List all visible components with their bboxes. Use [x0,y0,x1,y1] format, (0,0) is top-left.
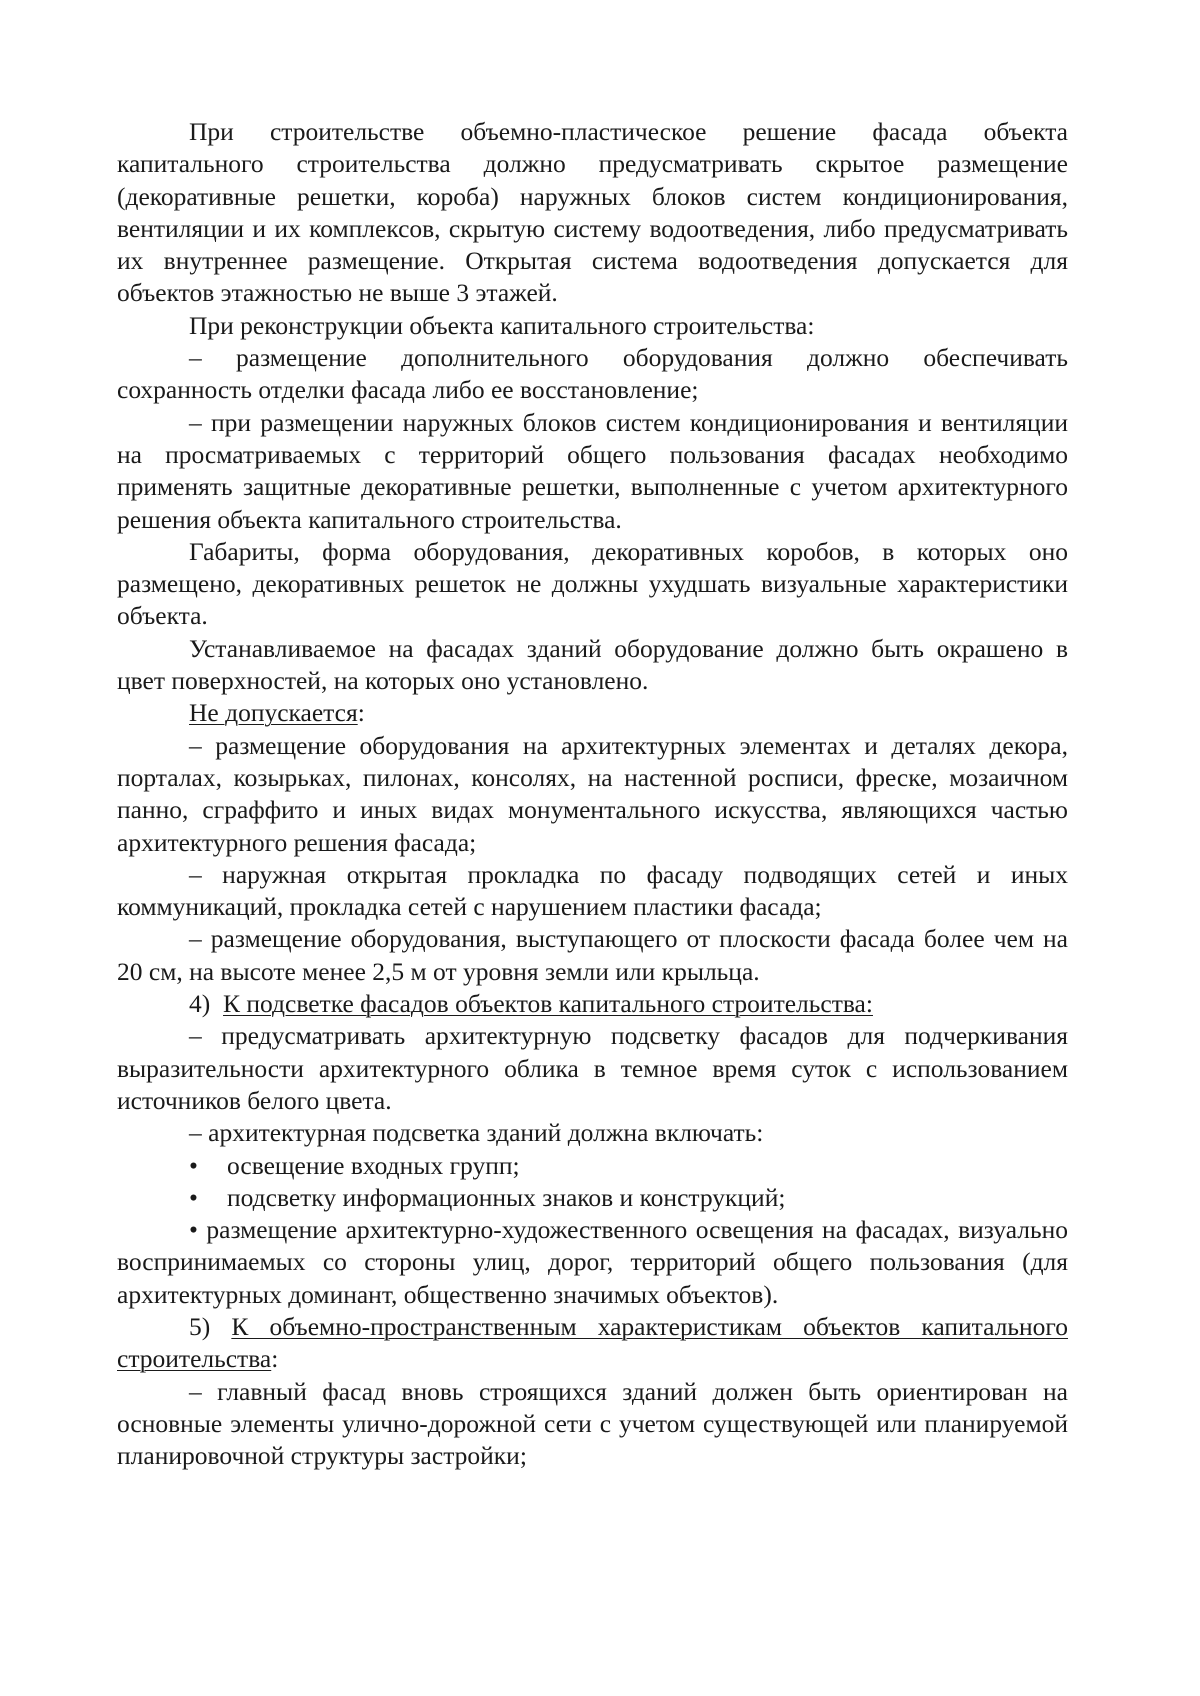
paragraph-equipment-color: Устанавливаемое на фасадах зданий оборудование должно быть окрашено в цвет поверхностей, на которых оно установлено. [117,633,1068,696]
paragraph-outdoor-units: – при размещении наружных блоков систем кондиционирования и вентиляции на просматриваемых с территорий общего пользования фасадах необходимо применять защитные декоративные решетки, выполненные с учетом архитектурного решения объекта капитального строительства. [117,407,1068,534]
paragraph-dimensions: Габариты, форма оборудования, декоративных коробов, в которых оно размещено, декоративных решеток не должны ухудшать визуальные характеристики объекта. [117,536,1068,631]
heading-colon: : [357,698,365,728]
not-allowed-heading: Не допускается [189,698,358,728]
heading-colon: : [271,1344,279,1374]
list-item-text: размещение архитектурно-художественного освещения на фасадах, визуально воспринимаемых со стороны улиц, дорог, территорий общего пользования (для архитектурных доминант, общественно значимых объектов). [117,1215,1069,1309]
section-4-heading [117,988,1068,1020]
paragraph-not-allowed-heading [117,697,1068,729]
bullet-icon: • [189,1215,198,1245]
paragraph-main-facade: – главный фасад вновь строящихся зданий должен быть ориентирован на основные элементы улично-дорожной сети с учетом существующей или планируемой планировочной структуры застройки; [117,1376,1068,1471]
paragraph-lighting-includes: – архитектурная подсветка зданий должна включать: [189,1118,764,1148]
list-item [117,1150,1068,1182]
paragraph-facade-solution: При строительстве объемно-пластическое решение фасада объекта капитального строительства должно предусматривать скрытое размещение (декоративные решетки, короба) наружных блоков систем кондиционирования, вентиляции и их комплексов, скрытую систему водоотведения, либо предусматривать их внутреннее размещение. Открытая система водоотведения допускается для объектов этажностью не выше 3 этажей. [117,117,1068,308]
list-item [117,1182,1068,1214]
list-item-text: освещение входных групп; [227,1150,520,1180]
paragraph-decor-placement: – размещение оборудования на архитектурных элементах и деталях декора, порталах, козырьках, пилонах, консолях, на настенной росписи, фреске, мозаичном панно, сграффито и иных видах монументального искусства, являющихся частью архитектурного решения фасада; [117,730,1068,857]
section-4-title: К подсветке фасадов объектов капитального строительства: [223,989,873,1019]
list-item-wrapping [117,1214,1068,1311]
paragraph-architectural-lighting: – предусматривать архитектурную подсветку фасадов для подчеркивания выразительности архитектурного облика в темное время суток с использованием источников белого цвета. [117,1021,1068,1115]
list-item-text: подсветку информационных знаков и конструкций; [227,1182,786,1212]
paragraph-reconstruction: При реконструкции объекта капитального строительства: [189,310,815,340]
paragraph-protruding-equipment: – размещение оборудования, выступающего от плоскости фасада более чем на 20 см, на высоте менее 2,5 м от уровня земли или крыльца. [117,924,1068,986]
bullet-icon: • [189,1182,198,1212]
bullet-icon: • [189,1150,198,1180]
paragraph-additional-equipment: – размещение дополнительного оборудования должно обеспечивать сохранность отделки фасада либо ее восстановление; [117,343,1068,405]
section-5-heading [117,1311,1068,1376]
paragraph-open-cabling: – наружная открытая прокладка по фасаду подводящих сетей и иных коммуникаций, прокладка сетей с нарушением пластики фасада; [117,859,1068,922]
section-5-title: К объемно-пространственным характеристикам объектов капитального строительства [117,1311,1069,1374]
section-4-number: 4) [189,989,211,1019]
section-5-number: 5) [189,1311,211,1341]
